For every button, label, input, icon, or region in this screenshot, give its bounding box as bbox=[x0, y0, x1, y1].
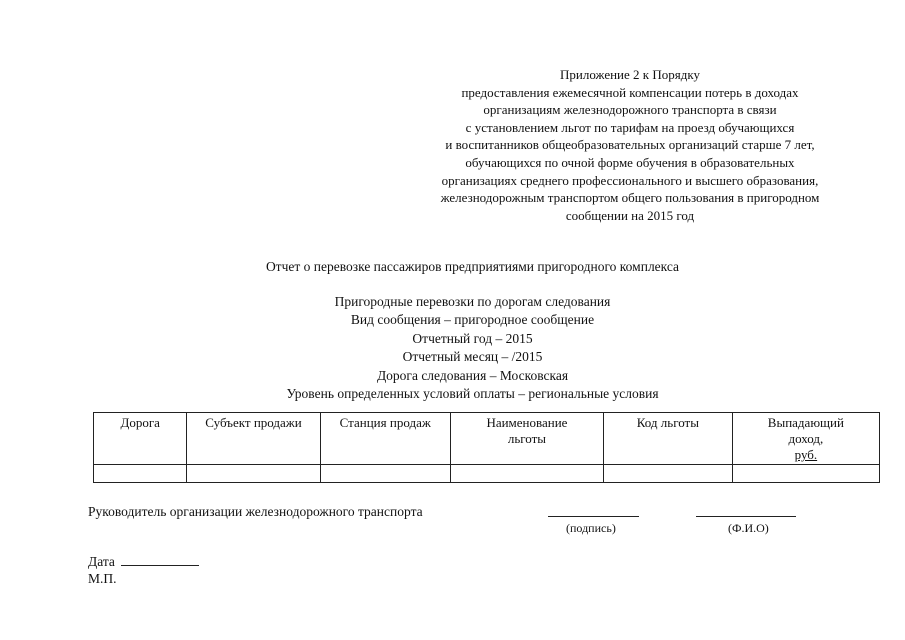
head-of-organization-label: Руководитель организации железнодорожного транспорта bbox=[88, 504, 423, 519]
appendix-header bbox=[380, 66, 880, 224]
header-benefit-name-line2: льготы bbox=[507, 431, 547, 446]
appendix-line: обучающихся по очной форме обучения в образовательных bbox=[465, 154, 795, 170]
report-param: Дорога следования – Московская bbox=[376, 367, 569, 383]
header-road: Дорога bbox=[94, 413, 187, 465]
report-param: Отчетный год – 2015 bbox=[412, 330, 533, 346]
appendix-line: и воспитанников общеобразовательных организаций старше 7 лет, bbox=[445, 137, 815, 153]
signature-caption: (подпись) bbox=[566, 521, 616, 535]
fio-line bbox=[696, 516, 796, 517]
table-cell bbox=[320, 465, 450, 483]
header-lost-income-line2: доход, bbox=[788, 431, 824, 446]
stamp-label: М.П. bbox=[88, 571, 117, 586]
report-param: Вид сообщения – пригородное сообщение bbox=[350, 312, 595, 328]
report-parameters bbox=[0, 293, 905, 403]
appendix-line: с установлением льгот по тарифам на проезд обучающихся bbox=[465, 119, 795, 135]
report-param: Пригородные перевозки по дорогам следования bbox=[334, 294, 611, 309]
appendix-line: сообщении на 2015 год bbox=[565, 207, 695, 223]
table-cell bbox=[604, 465, 733, 483]
header-benefit-code: Код льготы bbox=[604, 413, 733, 465]
table-row bbox=[94, 465, 880, 483]
header-subject: Субъект продажи bbox=[187, 413, 320, 465]
header-lost-income-line3: руб. bbox=[794, 447, 818, 462]
header-lost-income-line1: Выпадающий bbox=[767, 415, 844, 430]
date-line bbox=[121, 553, 199, 566]
report-param: Уровень определенных условий оплаты – региональные условия bbox=[286, 386, 659, 402]
appendix-line: организациям железнодорожного транспорта в связи bbox=[483, 102, 777, 118]
appendix-line: железнодорожным транспортом общего пользования в пригородном bbox=[440, 190, 820, 206]
table-cell bbox=[94, 465, 187, 483]
header-benefit-name bbox=[450, 413, 603, 465]
report-param: Отчетный месяц – /2015 bbox=[402, 349, 543, 365]
report-title: Отчет о перевозке пассажиров предприятиями пригородного комплекса bbox=[265, 259, 680, 274]
table-cell bbox=[450, 465, 603, 483]
header-lost-income bbox=[732, 413, 879, 465]
appendix-line: предоставления ежемесячной компенсации потерь в доходах bbox=[461, 84, 799, 100]
date-row bbox=[88, 553, 199, 570]
header-station: Станция продаж bbox=[320, 413, 450, 465]
header-benefit-name-line1: Наименование bbox=[486, 415, 568, 430]
table-cell bbox=[732, 465, 879, 483]
fio-caption: (Ф.И.О) bbox=[728, 521, 769, 535]
table-header-row bbox=[94, 413, 880, 465]
table-cell bbox=[187, 465, 320, 483]
date-label: Дата bbox=[88, 554, 115, 569]
appendix-line: Приложение 2 к Порядку bbox=[560, 67, 700, 82]
report-table bbox=[93, 412, 880, 483]
signature-line bbox=[548, 516, 639, 517]
appendix-line: организациях среднего профессионального и высшего образования, bbox=[441, 172, 819, 188]
